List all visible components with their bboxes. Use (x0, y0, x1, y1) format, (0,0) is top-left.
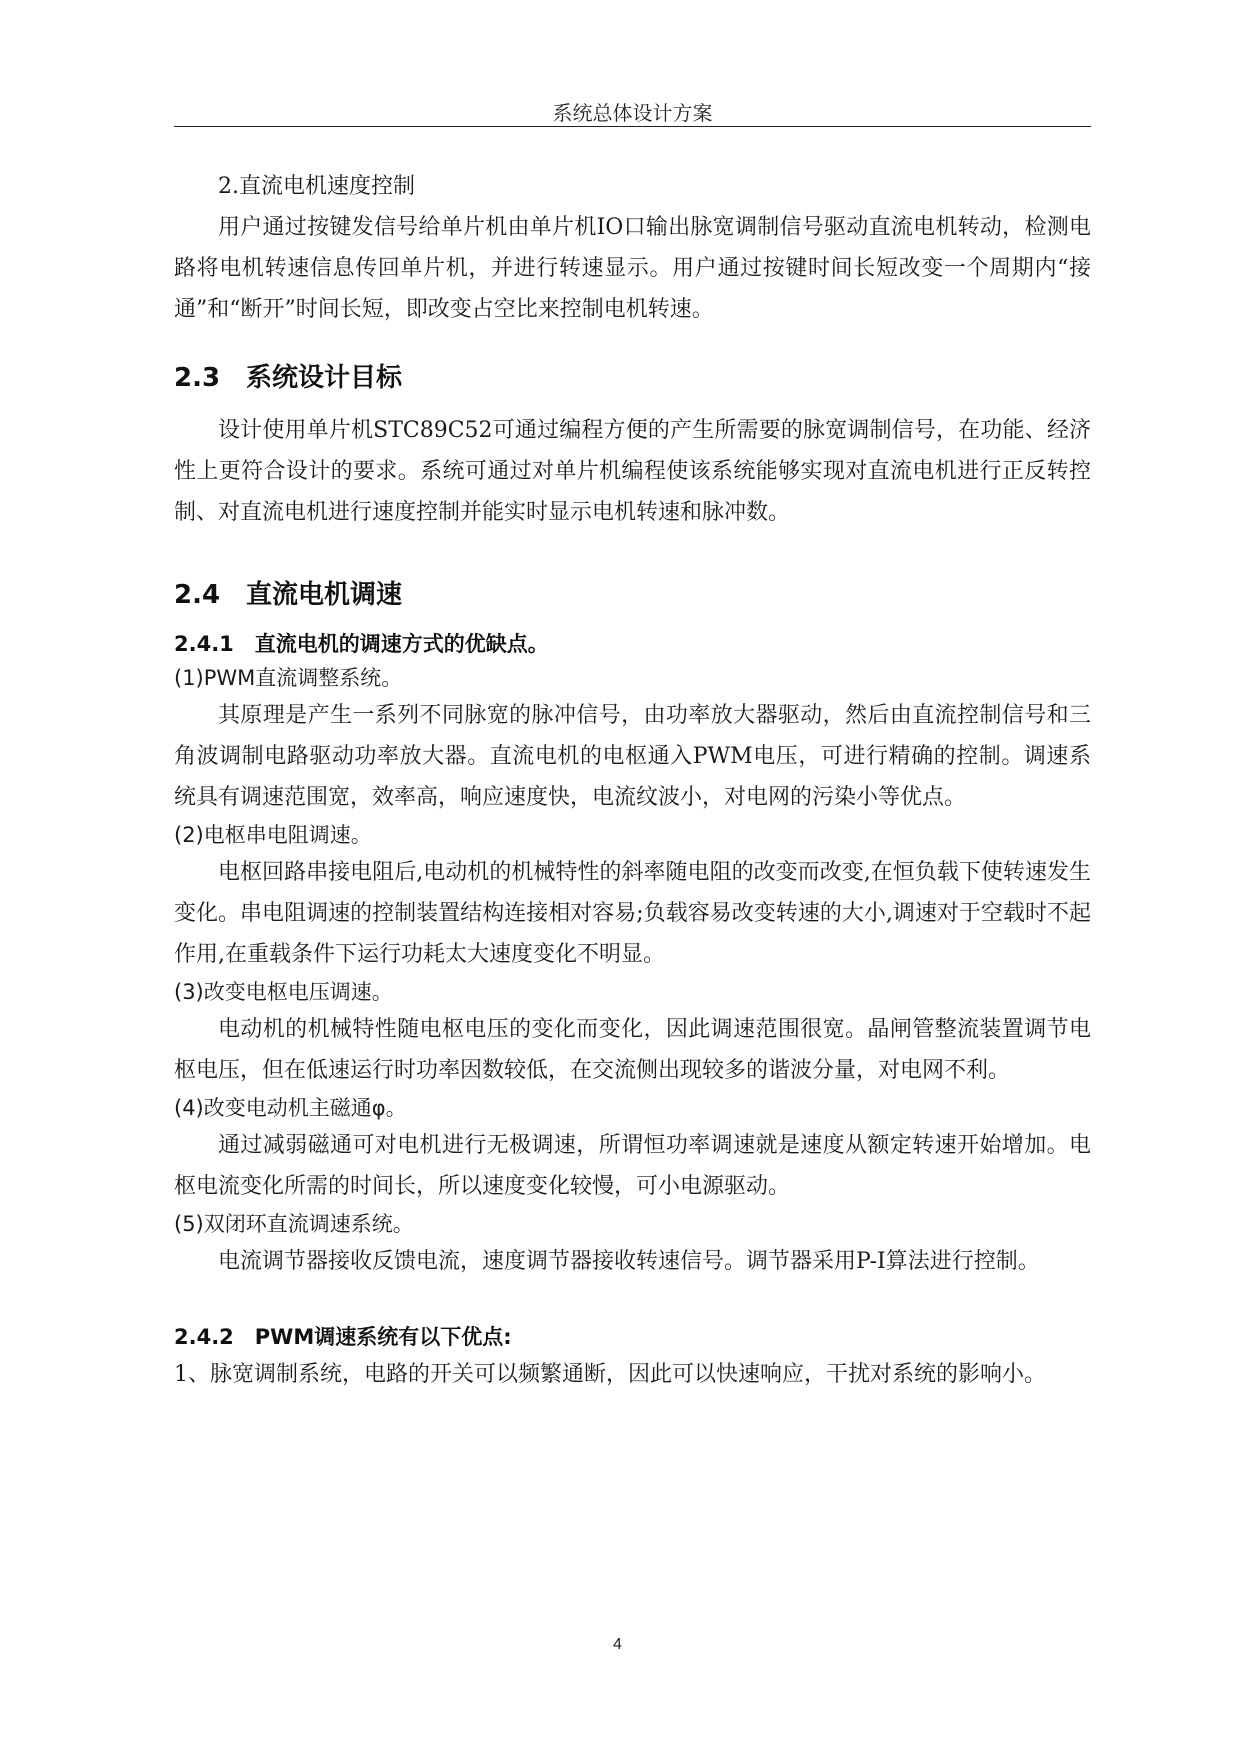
paragraph-pwm-advantage-1: 1、脉宽调制系统，电路的开关可以频繁通断，因此可以快速响应，干扰对系统的影响小。 (174, 1362, 1047, 1387)
section-heading-2-4: 2.4 直流电机调速 (174, 580, 403, 610)
list-item-title: (1)PWM直流调整系统。 (174, 666, 403, 690)
page-body (174, 166, 1091, 1395)
list-item-title: (2)电枢串电阻调速。 (174, 823, 372, 847)
section-heading-2-3: 2.3 系统设计目标 (174, 363, 403, 393)
header-rule (174, 126, 1091, 127)
list-item-title: (4)改变电动机主磁通φ。 (174, 1096, 407, 1120)
list-item-text: 通过减弱磁通可对电机进行无极调速，所谓恒功率调速就是速度从额定转速开始增加。电枢电流变化所需的时间长，所以速度变化较慢，可小电源驱动。 (174, 1133, 1091, 1199)
paragraph-speed-control: 用户通过按键发信号给单片机由单片机IO口输出脉宽调制信号驱动直流电机转动，检测电路将电机转速信息传回单片机，并进行转速显示。用户通过按键时间长短改变一个周期内“接通”和“断开”时间长短，即改变占空比来控制电机转速。 (174, 215, 1091, 322)
list-item-title: (3)改变电枢电压调速。 (174, 980, 393, 1004)
list-item-text: 电动机的机械特性随电枢电压的变化而变化，因此调速范围很宽。晶闸管整流装置调节电枢电压，但在低速运行时功率因数较低，在交流侧出现较多的谐波分量，对电网不利。 (174, 1017, 1091, 1083)
list-item-text: 电流调节器接收反馈电流，速度调节器接收转速信号。调节器采用P-I算法进行控制。 (218, 1249, 1040, 1274)
list-item-text: 其原理是产生一系列不同脉宽的脉冲信号，由功率放大器驱动，然后由直流控制信号和三角波调制电路驱动功率放大器。直流电机的电枢通入PWM电压，可进行精确的控制。调速系统具有调速范围宽，效率高，响应速度快，电流纹波小，对电网的污染小等优点。 (174, 703, 1091, 810)
subheading-dc-motor-speed-control: 2.直流电机速度控制 (218, 174, 415, 199)
paragraph-design-goal: 设计使用单片机STC89C52可通过编程方便的产生所需要的脉宽调制信号，在功能、经济性上更符合设计的要求。系统可通过对单片机编程使该系统能够实现对直流电机进行正反转控制、对直流电机进行速度控制并能实时显示电机转速和脉冲数。 (174, 418, 1091, 525)
running-header: 系统总体设计方案 (552, 101, 713, 125)
page-number: 4 (613, 1636, 622, 1653)
subsection-heading-2-4-1: 2.4.1 直流电机的调速方式的优缺点。 (174, 632, 549, 656)
subsection-heading-2-4-2: 2.4.2 PWM调速系统有以下优点: (174, 1325, 512, 1349)
list-item-text: 电枢回路串接电阻后,电动机的机械特性的斜率随电阻的改变而改变,在恒负载下使转速发生变化。串电阻调速的控制装置结构连接相对容易;负载容易改变转速的大小,调速对于空载时不起作用,在重载条件下运行功耗太大速度变化不明显。 (174, 860, 1091, 967)
list-item-title: (5)双闭环直流调速系统。 (174, 1212, 414, 1236)
